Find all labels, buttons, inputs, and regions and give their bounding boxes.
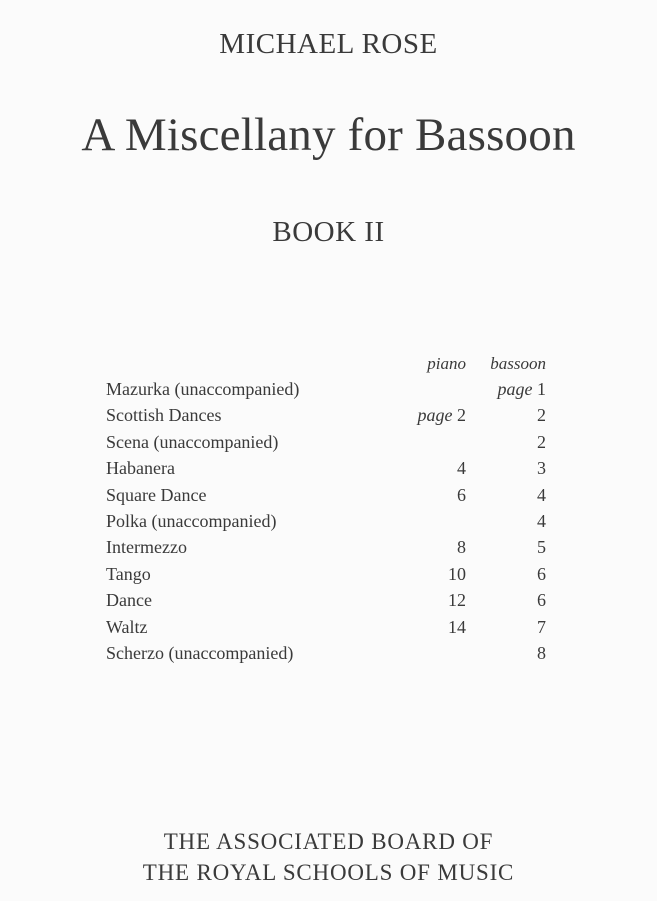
table-of-contents xyxy=(106,352,546,669)
bassoon-page-value: 8 xyxy=(537,642,546,663)
bassoon-page-value: 6 xyxy=(537,590,546,611)
bassoon-page-number xyxy=(537,432,546,453)
piano-page-value: 12 xyxy=(448,590,466,611)
piece-title: Waltz xyxy=(106,616,148,637)
bassoon-column-header: bassoon xyxy=(490,354,546,373)
bassoon-page-number xyxy=(537,511,546,532)
bassoon-page-number xyxy=(537,643,546,664)
piano-page-value: 6 xyxy=(457,484,466,505)
book-number: BOOK II xyxy=(272,216,385,248)
publisher-line-1: THE ASSOCIATED BOARD OF xyxy=(163,829,494,854)
contents-row xyxy=(106,617,546,643)
piece-title: Dance xyxy=(106,590,152,611)
bassoon-page-number xyxy=(537,590,546,611)
piano-column-header: piano xyxy=(427,354,466,373)
book-title: A Miscellany for Bassoon xyxy=(81,109,576,161)
piece-title: Scena (unaccompanied) xyxy=(106,431,279,452)
bassoon-page-value: 4 xyxy=(537,484,546,505)
piece-title: Scherzo (unaccompanied) xyxy=(106,642,294,663)
page-word: page xyxy=(417,405,453,426)
bassoon-page-value: 4 xyxy=(537,510,546,531)
piece-title: Scottish Dances xyxy=(106,405,222,426)
contents-row xyxy=(106,405,546,431)
contents-row xyxy=(106,379,546,405)
bassoon-page-number xyxy=(537,405,546,426)
bassoon-page-value: 3 xyxy=(537,458,546,479)
contents-rows xyxy=(106,379,546,669)
bassoon-page-number xyxy=(498,379,547,400)
piano-page-number xyxy=(448,564,466,585)
piano-page-number xyxy=(448,617,466,638)
bassoon-page-value: 2 xyxy=(537,405,546,426)
composer-name: MICHAEL ROSE xyxy=(219,28,438,60)
bassoon-page-value: 5 xyxy=(537,537,546,558)
contents-row xyxy=(106,537,546,563)
bassoon-page-value: 6 xyxy=(537,563,546,584)
piece-title: Square Dance xyxy=(106,484,207,505)
piece-title: Intermezzo xyxy=(106,537,187,558)
piece-title: Polka (unaccompanied) xyxy=(106,510,277,531)
bassoon-page-value: 7 xyxy=(537,616,546,637)
contents-row xyxy=(106,511,546,537)
bassoon-page-value: 2 xyxy=(537,431,546,452)
bassoon-page-number xyxy=(537,617,546,638)
bassoon-page-number xyxy=(537,458,546,479)
bassoon-page-number xyxy=(537,537,546,558)
piece-title: Habanera xyxy=(106,458,175,479)
piano-page-value: 14 xyxy=(448,616,466,637)
bassoon-page-number xyxy=(537,485,546,506)
bassoon-page-value: 1 xyxy=(537,379,546,399)
piano-page-value: 2 xyxy=(457,405,466,426)
piano-page-value: 4 xyxy=(457,458,466,479)
bassoon-page-number xyxy=(537,564,546,585)
piano-page-number xyxy=(457,485,466,506)
publisher xyxy=(0,826,657,888)
piano-page-number xyxy=(418,405,467,426)
contents-row xyxy=(106,643,546,669)
piece-title: Mazurka (unaccompanied) xyxy=(106,379,300,399)
contents-row xyxy=(106,458,546,484)
contents-row xyxy=(106,485,546,511)
piano-page-number xyxy=(457,458,466,479)
piano-page-number xyxy=(457,537,466,558)
page-word: page xyxy=(497,379,533,399)
contents-header xyxy=(106,352,546,379)
contents-row xyxy=(106,564,546,590)
piano-page-value: 10 xyxy=(448,563,466,584)
piece-title: Tango xyxy=(106,563,151,584)
piano-page-number xyxy=(448,590,466,611)
contents-row xyxy=(106,590,546,616)
contents-row xyxy=(106,432,546,458)
publisher-line-2: THE ROYAL SCHOOLS OF MUSIC xyxy=(142,860,515,885)
piano-page-value: 8 xyxy=(457,537,466,558)
